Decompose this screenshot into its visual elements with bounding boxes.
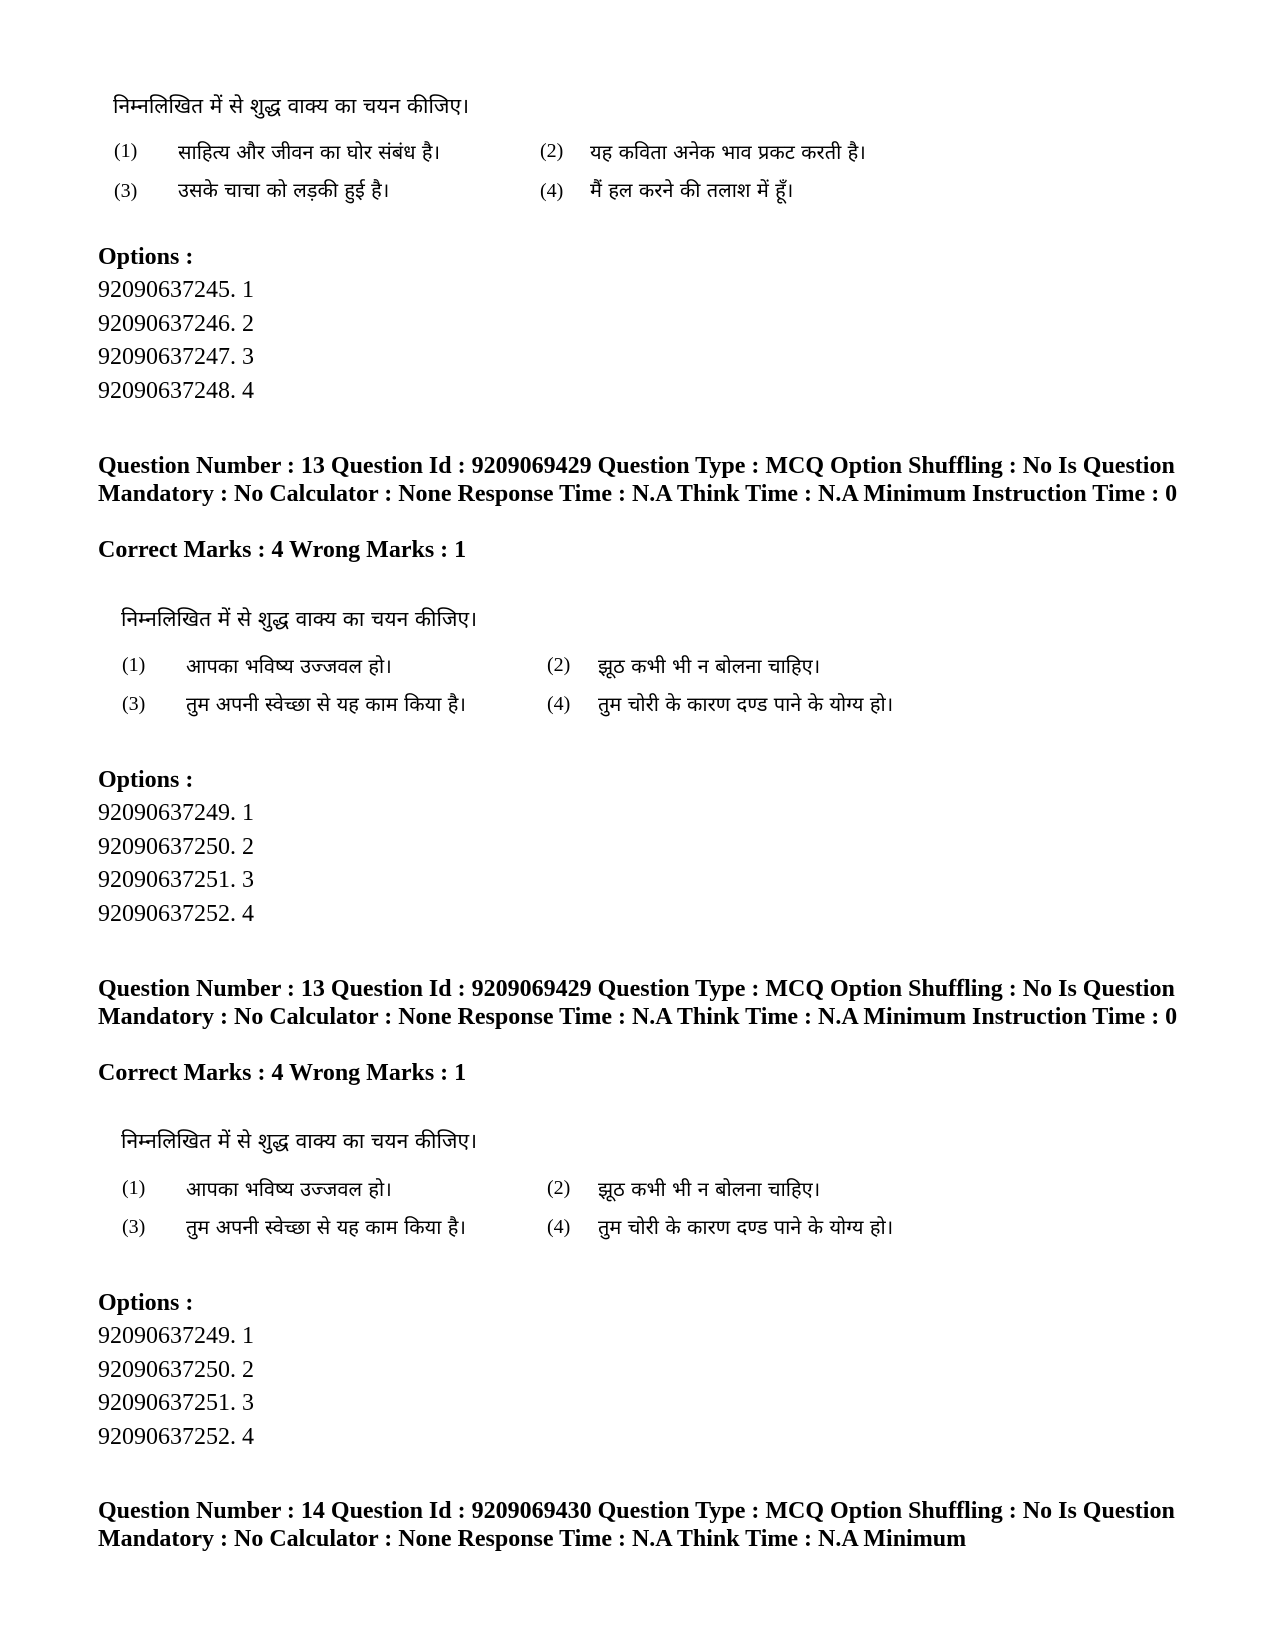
- choice-text: झूठ कभी भी न बोलना चाहिए।: [598, 654, 821, 678]
- choice-number: (4): [547, 1216, 571, 1238]
- option-item: 92090637249. 1: [98, 800, 254, 826]
- choice-number: (3): [114, 180, 138, 202]
- option-item: 92090637248. 4: [98, 378, 254, 404]
- choice-number: (1): [122, 654, 146, 676]
- choice-text: तुम चोरी के कारण दण्ड पाने के योग्य हो।: [598, 692, 894, 716]
- option-item: 92090637246. 2: [98, 311, 254, 337]
- marks-line: Correct Marks : 4 Wrong Marks : 1: [98, 537, 467, 563]
- option-item: 92090637249. 1: [98, 1323, 254, 1349]
- marks-line: Correct Marks : 4 Wrong Marks : 1: [98, 1060, 467, 1086]
- choice-text: तुम चोरी के कारण दण्ड पाने के योग्य हो।: [598, 1215, 894, 1239]
- option-item: 92090637251. 3: [98, 867, 254, 893]
- option-item: 92090637251. 3: [98, 1390, 254, 1416]
- choice-text: झूठ कभी भी न बोलना चाहिए।: [598, 1177, 821, 1201]
- options-label: Options :: [98, 767, 194, 793]
- choice-number: (1): [114, 140, 138, 162]
- option-item: 92090637247. 3: [98, 344, 254, 370]
- option-item: 92090637252. 4: [98, 1424, 254, 1450]
- choice-text: मैं हल करने की तलाश में हूँ।: [590, 178, 794, 202]
- choice-number: (4): [547, 693, 571, 715]
- option-item: 92090637245. 1: [98, 277, 254, 303]
- option-item: 92090637250. 2: [98, 1357, 254, 1383]
- choice-text: तुम अपनी स्वेच्छा से यह काम किया है।: [186, 692, 467, 716]
- question-prompt: निम्नलिखित में से शुद्ध वाक्य का चयन कीजिए।: [121, 607, 478, 631]
- choice-text: आपका भविष्य उज्जवल हो।: [186, 1177, 392, 1201]
- choice-text: यह कविता अनेक भाव प्रकट करती है।: [590, 140, 866, 164]
- question-meta: Question Number : 14 Question Id : 9209069430 Question Type : MCQ Option Shuffling : No Is Question Mandatory : No Calculator : None Response Time : N.A Think Time : N.A Minimum: [98, 1498, 1175, 1552]
- choice-number: (4): [540, 180, 564, 202]
- question-meta: Question Number : 13 Question Id : 9209069429 Question Type : MCQ Option Shuffling : No Is Question Mandatory : No Calculator : None Response Time : N.A Think Time : N.A Minimum Instruction Time : 0: [98, 453, 1178, 507]
- choice-text: तुम अपनी स्वेच्छा से यह काम किया है।: [186, 1215, 467, 1239]
- choice-number: (3): [122, 1216, 146, 1238]
- option-item: 92090637250. 2: [98, 834, 254, 860]
- choice-number: (2): [540, 140, 564, 162]
- choice-number: (2): [547, 654, 571, 676]
- choice-text: उसके चाचा को लड़की हुई है।: [178, 178, 390, 202]
- choice-text: आपका भविष्य उज्जवल हो।: [186, 654, 392, 678]
- question-meta: Question Number : 13 Question Id : 9209069429 Question Type : MCQ Option Shuffling : No Is Question Mandatory : No Calculator : None Response Time : N.A Think Time : N.A Minimum Instruction Time : 0: [98, 976, 1178, 1030]
- option-item: 92090637252. 4: [98, 901, 254, 927]
- choice-number: (3): [122, 693, 146, 715]
- question-prompt: निम्नलिखित में से शुद्ध वाक्य का चयन कीजिए।: [113, 94, 470, 118]
- choice-number: (2): [547, 1177, 571, 1199]
- choice-text: साहित्य और जीवन का घोर संबंध है।: [178, 140, 441, 164]
- question-prompt: निम्नलिखित में से शुद्ध वाक्य का चयन कीजिए।: [121, 1129, 478, 1153]
- options-label: Options :: [98, 244, 194, 270]
- options-label: Options :: [98, 1290, 194, 1316]
- choice-number: (1): [122, 1177, 146, 1199]
